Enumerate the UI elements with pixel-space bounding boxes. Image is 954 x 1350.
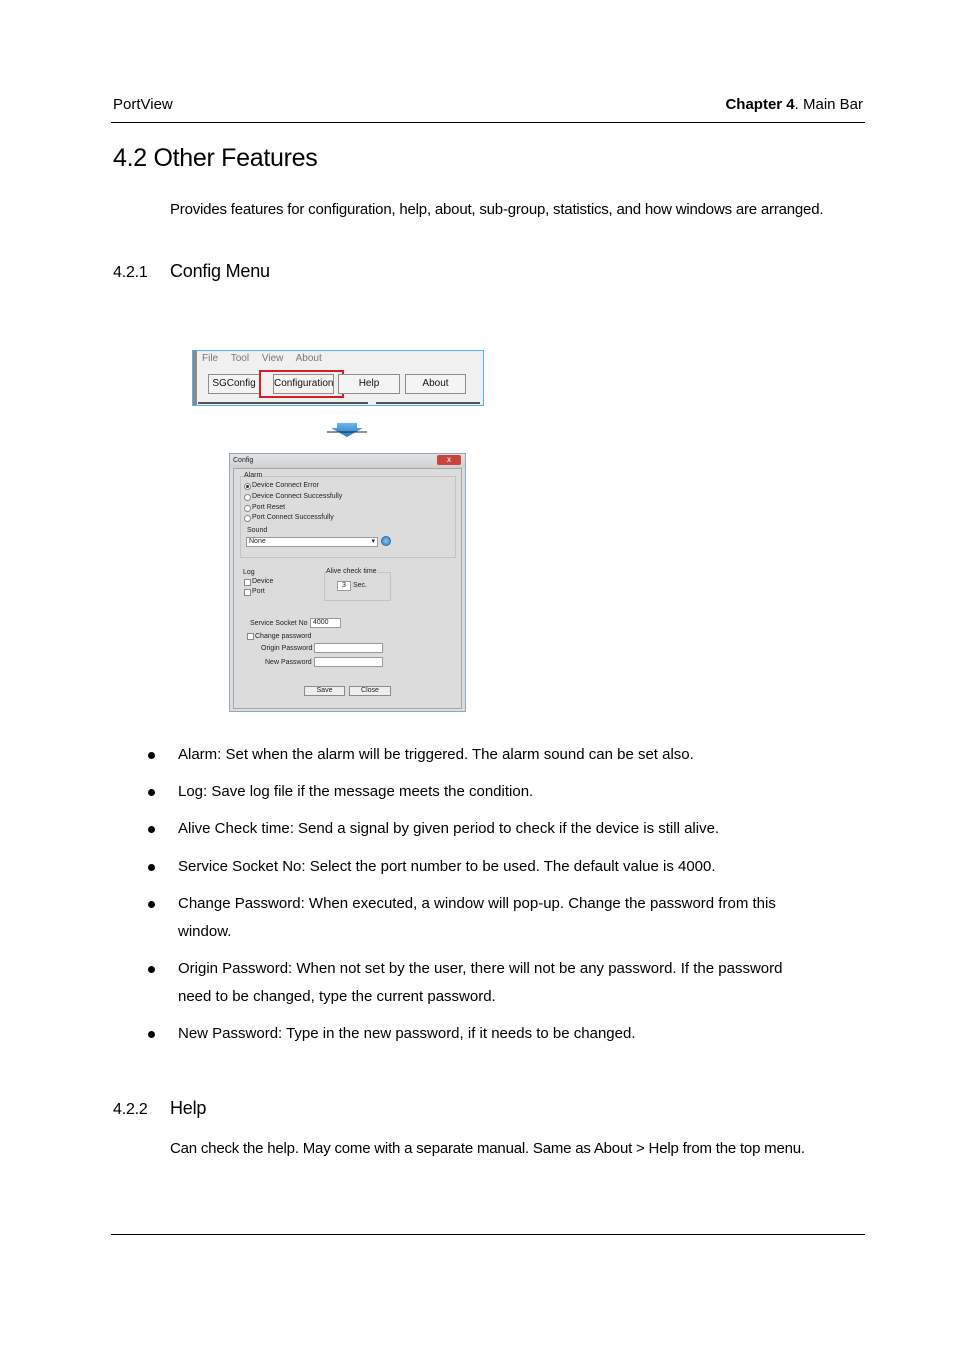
alarm-option-4: Port Connect Successfully: [252, 514, 334, 521]
socket-input[interactable]: 4000: [310, 618, 341, 628]
toolbar-edge: [193, 351, 197, 406]
log-device-label: Device: [252, 578, 274, 585]
menu-view[interactable]: View: [261, 353, 284, 364]
help-text: Can check the help. May come with a separate manual. Same as About > Help from the top menu.: [170, 1140, 805, 1157]
alarm-radio-4[interactable]: [244, 515, 251, 522]
log-device-checkbox[interactable]: [244, 579, 251, 586]
change-password-checkbox[interactable]: [247, 633, 254, 640]
bullet-text: Service Socket No: Select the port number to be used. The default value is 4000.: [178, 858, 716, 875]
dialog-titlebar: [230, 454, 465, 468]
alarm-option-2: Device Connect Successfully: [252, 493, 343, 500]
bullet-change-password: [178, 890, 848, 946]
subsection-number: 4.2.1: [113, 264, 148, 281]
play-sound-icon[interactable]: [381, 536, 391, 546]
help-button[interactable]: Help: [338, 374, 400, 394]
bullet-icon: [148, 864, 155, 871]
configuration-button[interactable]: Configuration: [273, 374, 334, 394]
alarm-radio-3[interactable]: [244, 505, 251, 512]
bullet-icon: [148, 966, 155, 973]
bullet-icon: [148, 789, 155, 796]
header-rule: [111, 122, 865, 123]
bullet-socket: [178, 853, 848, 881]
menu-about[interactable]: About: [295, 353, 322, 364]
change-password-label: Change password: [255, 633, 312, 640]
bullet-new-password: [178, 1020, 848, 1048]
dialog-body: [233, 468, 462, 709]
bullet-text: window.: [178, 923, 232, 940]
close-icon[interactable]: x: [437, 455, 461, 465]
menu-tool[interactable]: Tool: [230, 353, 250, 364]
header-chapter-title: . Main Bar: [794, 96, 863, 113]
close-button[interactable]: Close: [349, 686, 391, 696]
socket-label: Service Socket No: [250, 620, 308, 627]
toolbar-divider: [376, 402, 480, 404]
new-password-label: New Password: [265, 659, 312, 666]
alarm-option-3: Port Reset: [252, 504, 286, 511]
section-title: 4.2 Other Features: [113, 144, 318, 172]
bullet-text: Alive Check time: Send a signal by given period to check if the device is still alive.: [178, 820, 720, 837]
bullet-alarm: [178, 741, 848, 769]
about-button[interactable]: About: [405, 374, 466, 394]
chevron-down-icon: ▾: [371, 538, 375, 545]
bullet-text: Log: Save log file if the message meets the condition.: [178, 783, 534, 800]
bullet-icon: [148, 826, 155, 833]
bullet-text: New Password: Type in the new password, if it needs to be changed.: [178, 1025, 636, 1042]
bullet-alive: [178, 815, 848, 843]
alarm-label: Alarm: [244, 472, 263, 479]
bullet-icon: [148, 752, 155, 759]
config-dialog: [229, 453, 466, 712]
subsection-number: 4.2.2: [113, 1101, 148, 1118]
new-password-input[interactable]: [314, 657, 383, 667]
alive-input[interactable]: 3: [337, 581, 351, 591]
bullet-text: need to be changed, type the current password.: [178, 988, 496, 1005]
bullet-log: [178, 778, 848, 806]
bullet-icon: [148, 901, 155, 908]
bullet-text: Change Password: When executed, a window will pop-up. Change the password from this: [178, 895, 776, 912]
sound-value: None: [249, 538, 266, 545]
subsection-title: Config Menu: [170, 261, 270, 281]
down-arrow-icon: [327, 423, 367, 437]
bullet-icon: [148, 1031, 155, 1038]
subsection-help-heading: [113, 1098, 206, 1119]
bullet-text: Origin Password: When not set by the user, there will not be any password. If the password: [178, 960, 783, 977]
sgconfig-button[interactable]: SGConfig: [208, 374, 260, 394]
subsection-config-heading: [113, 261, 270, 282]
header-chapter: [725, 96, 863, 113]
log-port-checkbox[interactable]: [244, 589, 251, 596]
save-button[interactable]: Save: [304, 686, 345, 696]
sound-select[interactable]: [246, 537, 378, 547]
section-intro: Provides features for configuration, help, about, sub-group, statistics, and how windows are arranged.: [170, 201, 824, 218]
alarm-radio-2[interactable]: [244, 494, 251, 501]
footer-rule: [111, 1234, 865, 1235]
log-port-label: Port: [252, 588, 265, 595]
sound-label: Sound: [247, 527, 268, 534]
origin-password-label: Origin Password: [261, 645, 313, 652]
configuration-highlight: [259, 370, 344, 398]
bullet-text: Alarm: Set when the alarm will be triggered. The alarm sound can be set also.: [178, 746, 694, 763]
bullet-origin-password: [178, 955, 848, 1011]
header-product: PortView: [113, 96, 173, 113]
subsection-title: Help: [170, 1098, 207, 1118]
menu-bar: [202, 353, 332, 364]
toolbar-screenshot: [192, 350, 484, 406]
toolbar-divider: [198, 402, 368, 404]
alarm-option-1: Device Connect Error: [252, 482, 319, 489]
origin-password-input[interactable]: [314, 643, 383, 653]
dialog-title: Config: [233, 457, 254, 464]
header-chapter-number: Chapter 4: [725, 96, 795, 113]
menu-file[interactable]: File: [202, 353, 219, 364]
alive-label: Alive check time: [326, 568, 377, 575]
alive-unit: Sec.: [353, 582, 368, 589]
alarm-radio-1[interactable]: [244, 483, 251, 490]
log-label: Log: [243, 569, 255, 576]
